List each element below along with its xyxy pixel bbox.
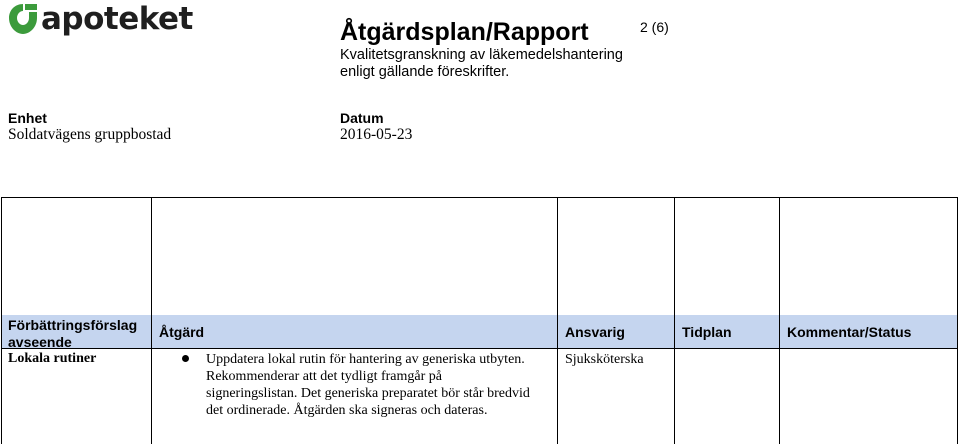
column-divider — [779, 197, 780, 444]
column-divider — [957, 197, 958, 444]
action-line: signeringslistan. Det generiska preparatet bör står bredvid — [206, 386, 530, 401]
document-title: Åtgärdsplan/Rapport — [340, 18, 589, 46]
date-label: Datum — [340, 110, 384, 126]
apoteket-leaf-icon — [8, 3, 38, 35]
action-line: Rekommenderar att det tydligt framgår på — [206, 369, 442, 384]
document-subtitle — [340, 47, 623, 81]
header-line: Förbättringsförslag — [8, 317, 138, 333]
date-value: 2016-05-23 — [340, 126, 413, 143]
unit-label: Enhet — [8, 110, 47, 126]
column-header-action: Åtgärd — [159, 324, 205, 340]
column-divider — [674, 197, 675, 444]
column-header-deadline: Tidplan — [682, 324, 732, 340]
bullet-icon — [182, 355, 189, 362]
action-line: det ordinerade. Åtgärden ska signeras och dateras. — [206, 403, 488, 418]
column-divider — [151, 197, 152, 444]
table-top-border — [1, 197, 958, 198]
column-divider — [557, 197, 558, 444]
subtitle-line: enligt gällande föreskrifter. — [340, 64, 510, 80]
subtitle-line: Kvalitetsgranskning av läkemedelshantering — [340, 47, 623, 63]
column-header-responsible: Ansvarig — [565, 324, 625, 340]
row-responsible: Sjuksköterska — [565, 352, 644, 367]
action-line: Uppdatera lokal rutin för hantering av generiska utbyten. — [206, 352, 525, 367]
column-header-suggestion — [8, 317, 137, 351]
header-line: avseende — [8, 334, 72, 350]
logo-wordmark: apoteket — [41, 1, 193, 37]
page-number: 2 (6) — [640, 19, 669, 35]
column-header-comment: Kommentar/Status — [787, 324, 912, 340]
header-bottom-border — [1, 348, 958, 349]
unit-value: Soldatvägens gruppbostad — [8, 126, 172, 143]
column-divider — [1, 197, 2, 444]
row-area: Lokala rutiner — [8, 351, 97, 366]
row-action — [206, 351, 556, 419]
apoteket-logo — [8, 2, 193, 36]
